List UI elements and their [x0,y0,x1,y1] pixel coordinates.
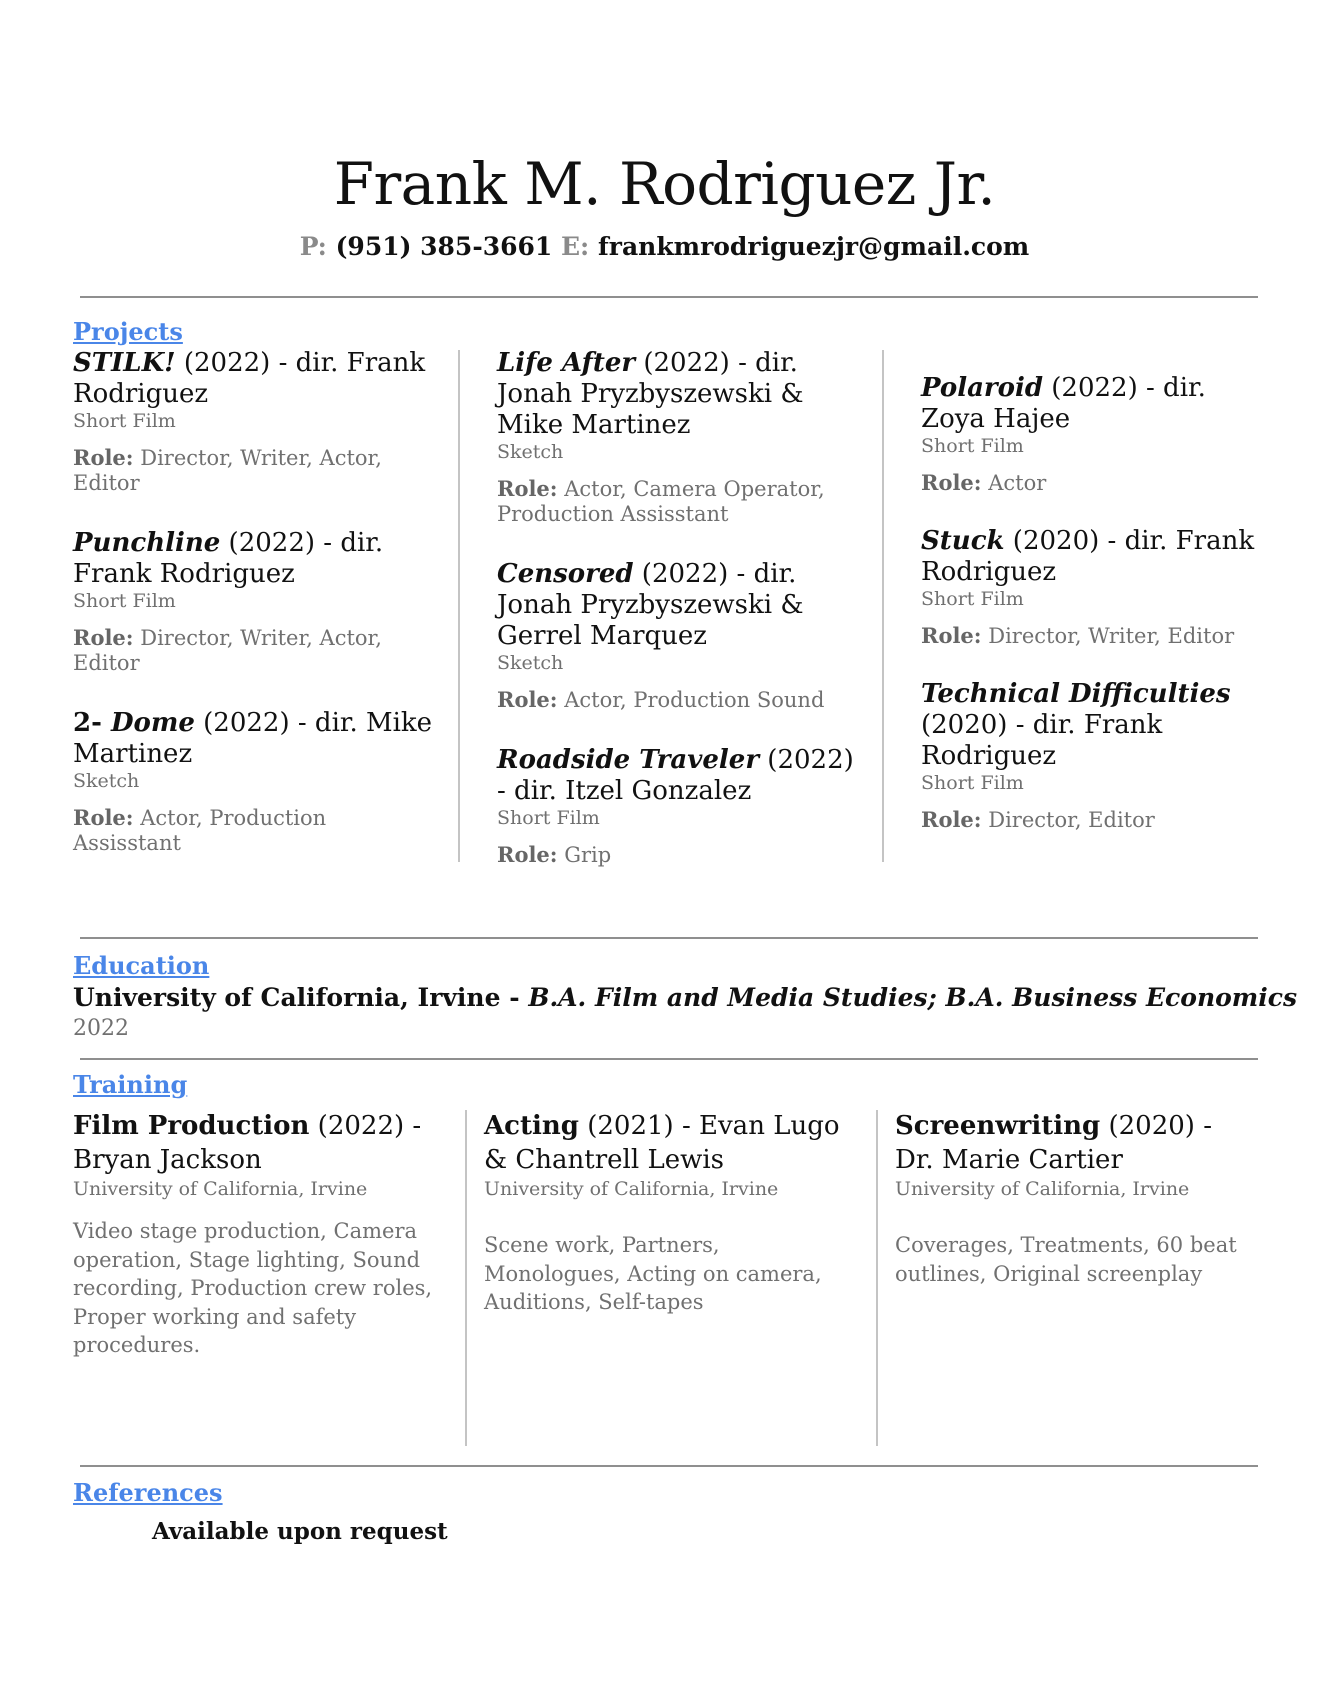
project-type: Sketch [497,441,564,463]
training-title: Film Production (2022) - Bryan Jackson [73,1111,422,1175]
project-title: Punchline (2022) - dir. Frank Rodriguez [73,528,384,589]
projects-column-2 [497,348,862,890]
project-role: Role: Director, Writer, Editor [921,623,1235,648]
project-entry [921,526,1266,649]
training-description: Scene work, Partners, Monologues, Acting on camera, Auditions, Self-tapes [484,1233,822,1314]
project-entry [497,348,862,527]
training-institution: University of California, Irvine [895,1178,1190,1200]
divider [80,296,1258,298]
phone-number: (951) 385-3661 [335,232,553,261]
training-column-2 [484,1109,856,1317]
project-role: Role: Director, Writer, Actor, Editor [73,625,382,675]
training-institution: University of California, Irvine [484,1178,779,1200]
project-role: Role: Actor, Production Sound [497,687,825,712]
projects-column-3 [921,373,1266,855]
training-column-3 [895,1109,1257,1288]
project-role: Role: Grip [497,842,612,867]
project-role: Role: Actor [921,470,1047,495]
project-entry [497,559,862,713]
project-title: Technical Difficulties (2020) - dir. Frank Rodriguez [921,679,1231,771]
divider [80,937,1258,939]
project-role: Role: Actor, Production Assisstant [73,805,327,855]
resume-name: Frank M. Rodriguez Jr. [333,150,996,218]
project-entry [921,679,1266,833]
project-entry [497,745,862,868]
training-title: Acting (2021) - Evan Lugo & Chantrell Lewis [484,1111,840,1175]
project-type: Short Film [921,588,1024,610]
training-description: Video stage production, Camera operation, Stage lighting, Sound recording, Production crew roles, Proper working and safety procedures. [73,1219,433,1357]
section-heading-education[interactable]: Education [73,951,210,980]
column-divider [458,350,460,862]
column-divider [882,350,884,862]
section-heading-training[interactable]: Training [73,1070,188,1099]
email-label: E: [561,232,590,261]
project-type: Short Film [73,410,176,432]
divider [80,1058,1258,1060]
project-title: Stuck (2020) - dir. Frank Rodriguez [921,526,1255,587]
training-description: Coverages, Treatments, 60 beat outlines, Original screenplay [895,1233,1237,1286]
project-role: Role: Director, Editor [921,807,1155,832]
education-year: 2022 [73,1016,129,1041]
project-title: Polaroid (2022) - dir. Zoya Hajee [921,373,1206,434]
project-title: Censored (2022) - dir. Jonah Pryzbyszewski & Gerrel Marquez [497,559,804,651]
training-title: Screenwriting (2020) - Dr. Marie Cartier [895,1111,1213,1175]
contact-line [0,232,1329,261]
project-title: 2- Dome (2022) - dir. Mike Martinez [73,708,433,769]
column-divider [876,1110,878,1446]
project-entry [73,708,433,856]
project-type: Sketch [497,652,564,674]
project-entry [73,528,433,676]
project-entry [73,348,433,496]
project-type: Sketch [73,770,140,792]
section-heading-references[interactable]: References [73,1478,223,1507]
education-degree: University of California, Irvine - B.A. Film and Media Studies; B.A. Business Economics [73,983,1298,1012]
training-column-1 [73,1109,438,1360]
project-title: Roadside Traveler (2022) - dir. Itzel Gonzalez [497,745,854,806]
project-entry [921,373,1266,496]
project-type: Short Film [921,435,1024,457]
project-role: Role: Actor, Camera Operator, Production Assisstant [497,476,825,526]
project-title: STILK! (2022) - dir. Frank Rodriguez [73,348,426,409]
references-text: Available upon request [152,1518,448,1545]
column-divider [465,1110,467,1446]
projects-column-1 [73,348,433,878]
project-title: Life After (2022) - dir. Jonah Pryzbyszewski & Mike Martinez [497,348,804,440]
divider [80,1465,1258,1467]
project-role: Role: Director, Writer, Actor, Editor [73,445,382,495]
section-heading-projects[interactable]: Projects [73,317,183,346]
training-institution: University of California, Irvine [73,1178,368,1200]
phone-label: P: [299,232,327,261]
project-type: Short Film [73,590,176,612]
project-type: Short Film [921,772,1024,794]
project-type: Short Film [497,807,600,829]
email-address[interactable]: frankmrodriguezjr@gmail.com [598,232,1030,261]
